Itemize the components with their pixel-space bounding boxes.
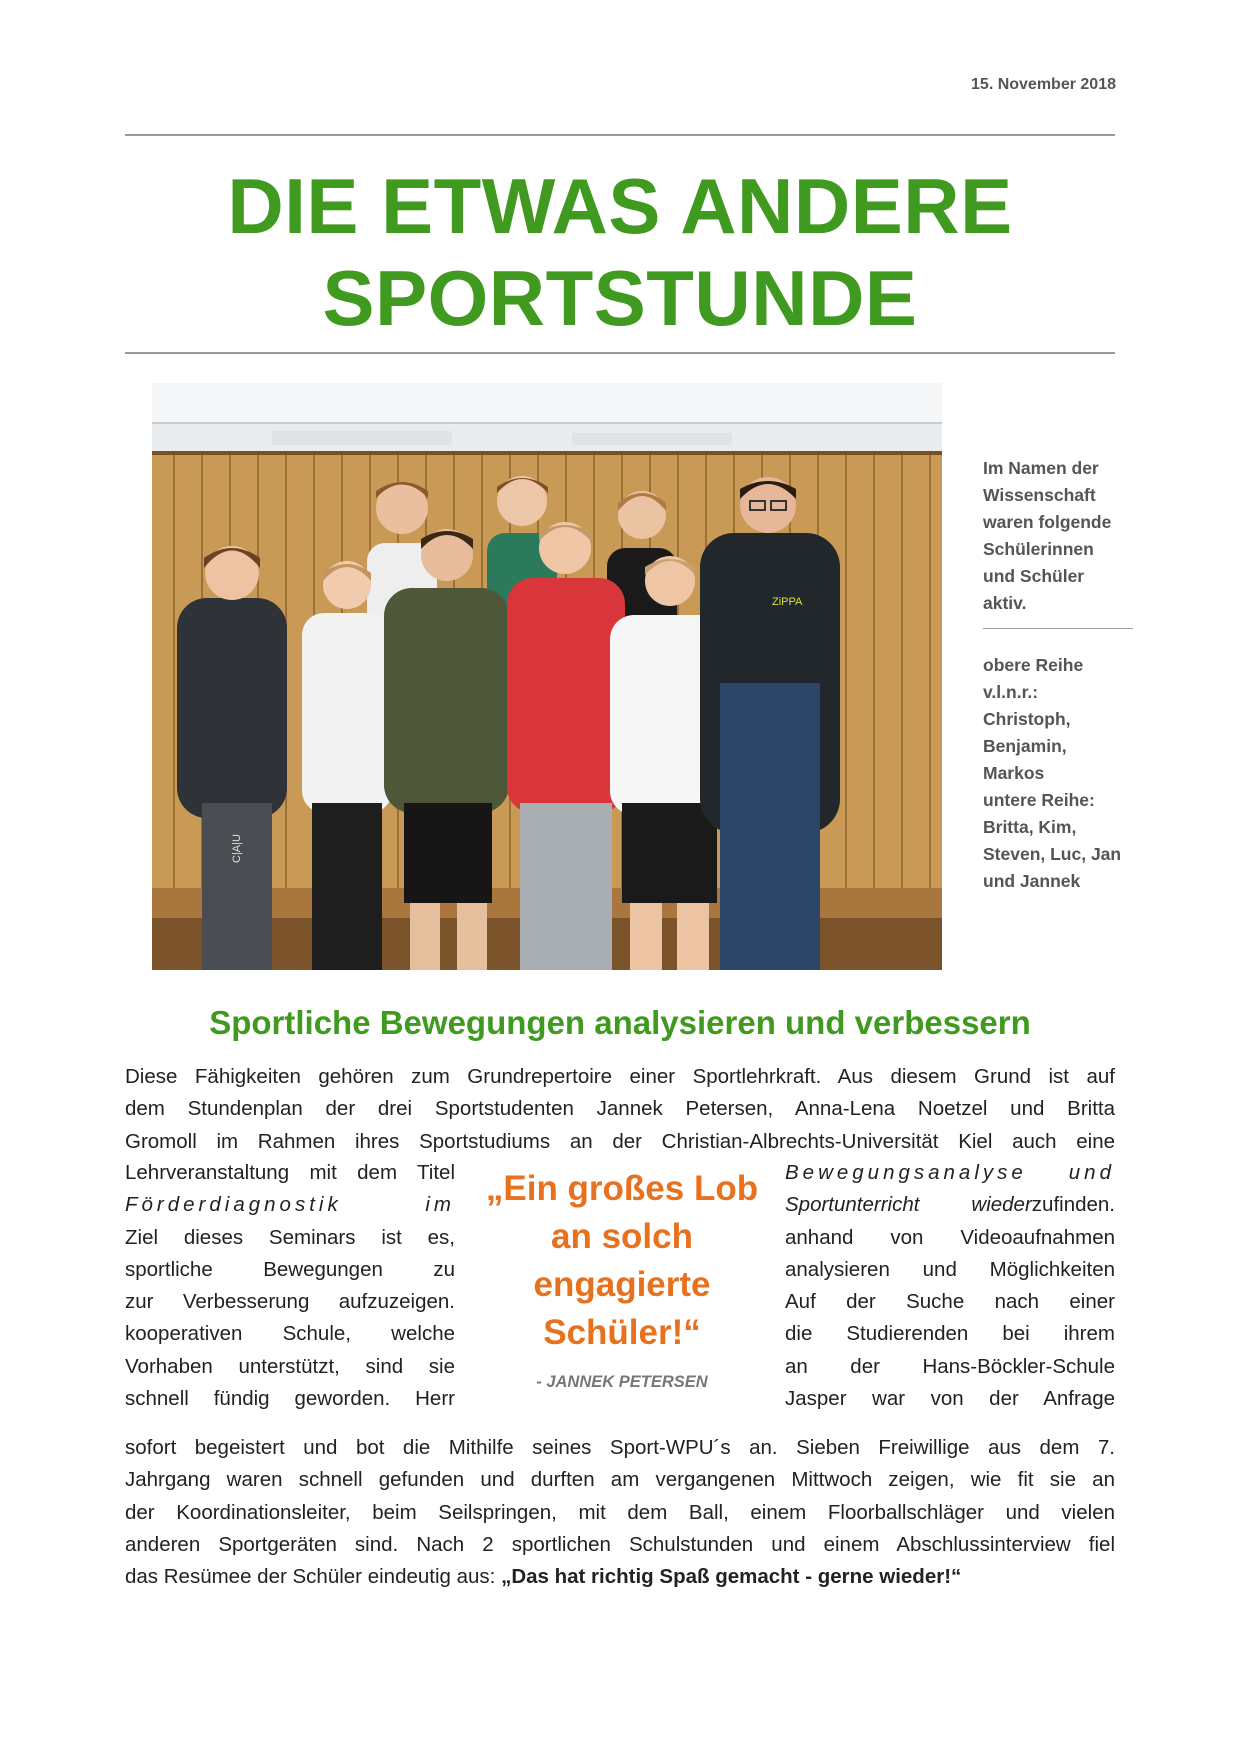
caption-intro-line: und Schüler	[983, 566, 1085, 586]
body-line: an der Hans-Böckler-Schule	[785, 1354, 1115, 1378]
top-divider	[125, 134, 1115, 136]
title-line-2: SPORTSTUNDE	[322, 254, 918, 342]
publication-date: 15. November 2018	[971, 76, 1116, 93]
body-line: Vorhaben unterstützt, sind sie	[125, 1354, 455, 1378]
pull-quote: „Ein großes Lob an solch engagierte Schüler!“	[485, 1169, 759, 1352]
body-intro	[125, 1061, 1115, 1158]
body-line: Jasper war von der Anfrage	[785, 1387, 1115, 1411]
caption-names-line: Christoph,	[983, 709, 1071, 729]
body-line: Förderdiagnostik im	[125, 1193, 455, 1217]
body-line: der Koordinationsleiter, beim Seilspringen, mit dem Ball, einem Floorballschläger und vielen	[125, 1500, 1115, 1524]
caption-names-line: v.l.n.r.:	[983, 682, 1039, 702]
body-line: kooperativen Schule, welche	[125, 1322, 455, 1346]
caption-names-line: untere Reihe:	[983, 790, 1095, 810]
title-line-1: DIE ETWAS ANDERE	[227, 162, 1013, 250]
caption-names-line: Markos	[983, 763, 1045, 783]
pull-quote-box	[462, 1165, 782, 1392]
caption-names-line: Benjamin,	[983, 736, 1067, 756]
body-right-column	[785, 1157, 1115, 1415]
group-photo-illustration	[152, 383, 942, 970]
body-line: Auf der Suche nach einer	[785, 1290, 1115, 1314]
body-line: Lehrveranstaltung mit dem Titel	[125, 1161, 455, 1184]
body-line: sportliche Bewegungen zu	[125, 1257, 455, 1281]
closing-quote: „Das hat richtig Spaß gemacht - gerne wieder!“	[501, 1565, 962, 1589]
body-line: schnell fündig geworden. Herr	[125, 1387, 455, 1411]
body-line: Ziel dieses Seminars ist es,	[125, 1225, 455, 1249]
article-subheading: Sportliche Bewegungen analysieren und verbessern	[209, 1004, 1031, 1041]
photo-caption-names	[983, 652, 1143, 895]
pants-logo: C|A|U	[231, 834, 243, 863]
caption-intro-line: aktiv.	[983, 593, 1027, 613]
caption-intro-line: Im Namen der	[983, 458, 1099, 478]
shirt-logo: ZiPPA	[772, 596, 803, 608]
caption-names-line: und Jannek	[983, 871, 1081, 891]
caption-intro-line: waren folgende	[983, 512, 1112, 532]
body-left-column	[125, 1157, 455, 1415]
body-text-fragment: zufinden.	[1031, 1193, 1115, 1217]
body-line: analysieren und Möglichkeiten	[785, 1257, 1115, 1281]
body-line: anderen Sportgeräten sind. Nach 2 sportlichen Schulstunden und einem Abschlussinterview fiel	[125, 1532, 1115, 1556]
caption-names-line: Britta, Kim,	[983, 817, 1077, 837]
body-line: zur Verbesserung aufzuzeigen.	[125, 1290, 455, 1314]
article-title	[125, 160, 1115, 344]
caption-names-line: Steven, Luc, Jan	[983, 844, 1122, 864]
body-line: Bewegungsanalyse und	[785, 1161, 1115, 1184]
body-conclusion	[125, 1432, 1115, 1593]
body-line: sofort begeistert und bot die Mithilfe seines Sport-WPU´s an. Sieben Freiwillige aus dem 7.	[125, 1436, 1115, 1459]
caption-intro-line: Schülerinnen	[983, 539, 1094, 559]
body-line: die Studierenden bei ihrem	[785, 1322, 1115, 1346]
body-line	[785, 1189, 1115, 1221]
body-line: Diese Fähigkeiten gehören zum Grundrepertoire einer Sportlehrkraft. Aus diesem Grund ist auf	[125, 1065, 1115, 1088]
title-divider	[125, 352, 1115, 354]
closing-prefix: das Resümee der Schüler eindeutig aus:	[125, 1565, 502, 1589]
body-closing-line	[125, 1561, 1115, 1593]
photo-caption-intro	[983, 455, 1138, 617]
caption-intro-line: Wissenschaft	[983, 485, 1096, 505]
body-line: Jahrgang waren schnell gefunden und durften am vergangenen Mittwoch zeigen, wie fit sie an	[125, 1468, 1115, 1492]
body-line: anhand von Videoaufnahmen	[785, 1225, 1115, 1249]
pull-quote-author: - JANNEK PETERSEN	[536, 1373, 708, 1391]
caption-divider	[983, 628, 1133, 629]
body-line: dem Stundenplan der drei Sportstudenten Jannek Petersen, Anna-Lena Noetzel und Britta	[125, 1097, 1115, 1121]
body-italic-phrase: Sportunterricht wieder	[785, 1193, 1032, 1217]
body-line: Gromoll im Rahmen ihres Sportstudiums an der Christian-Albrechts-Universität Kiel auch eine	[125, 1129, 1115, 1153]
group-photo	[152, 383, 942, 970]
caption-names-line: obere Reihe	[983, 655, 1084, 675]
